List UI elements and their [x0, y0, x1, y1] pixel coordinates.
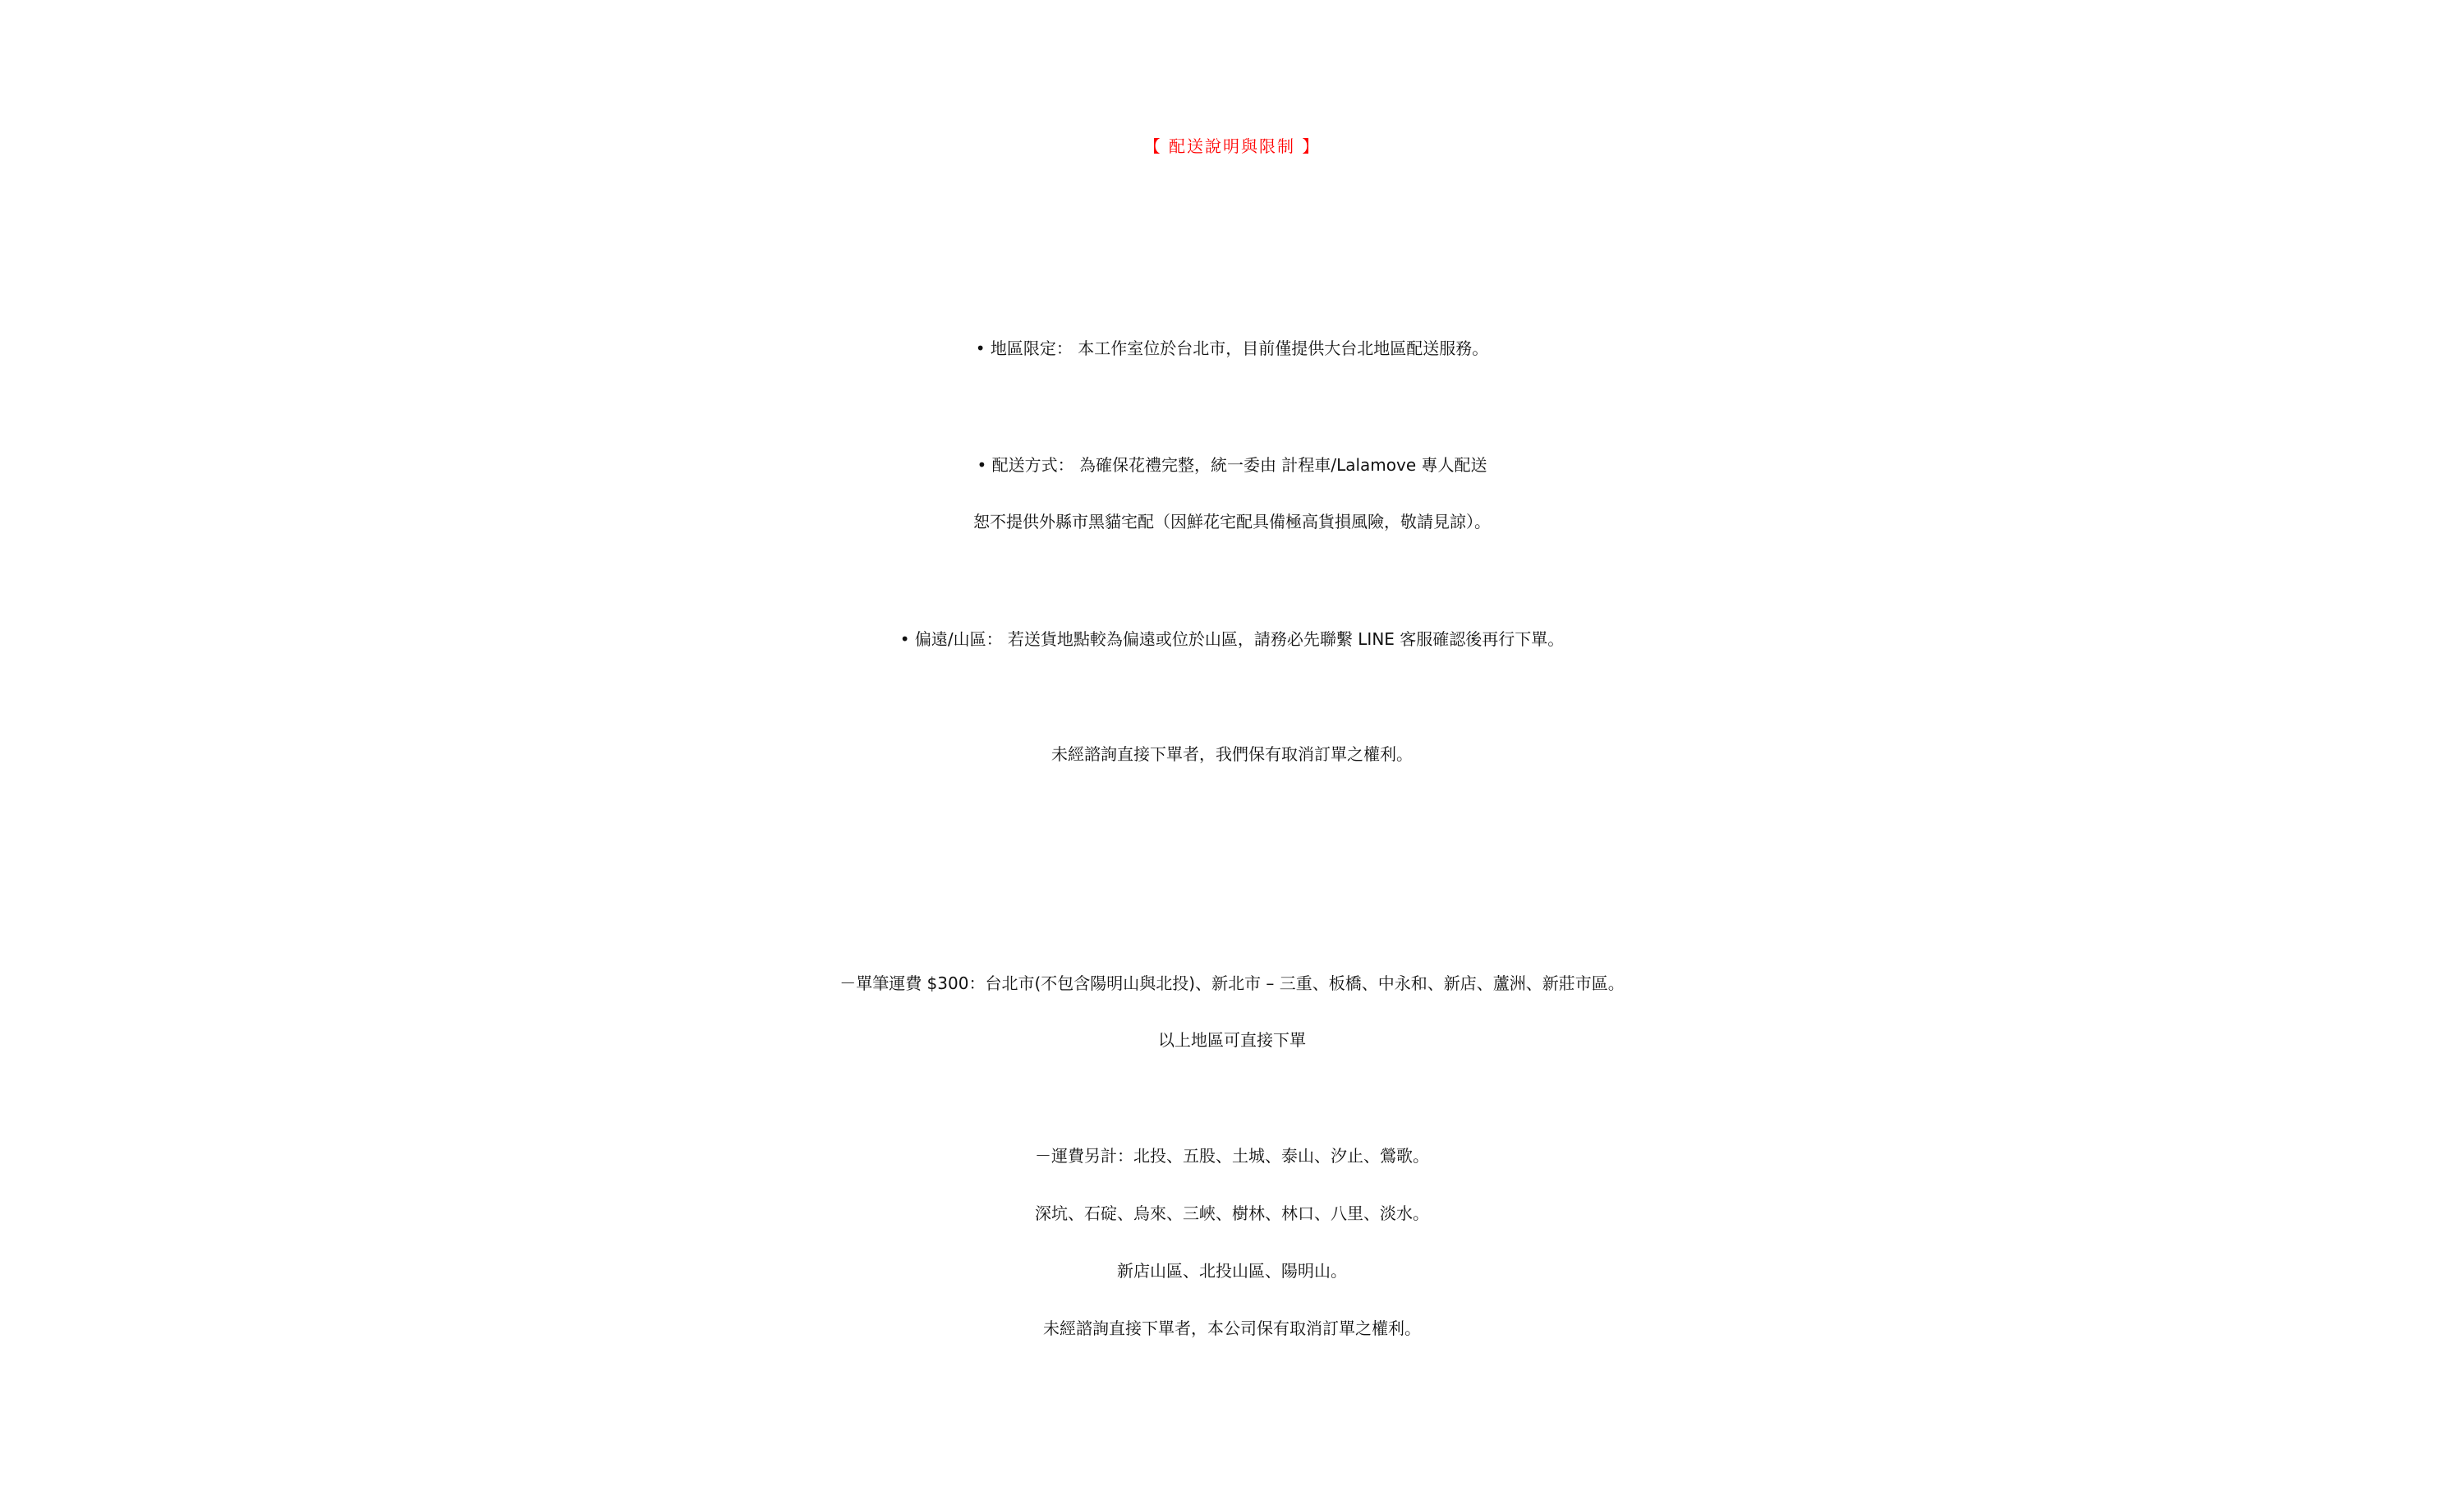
flat-fee-text: －單筆運費 $300：台北市(不包含陽明山與北投)、新北市 – 三重、板橋、中永和、新店、蘆洲、新莊市區。: [839, 973, 1625, 993]
extra-fee-areas-2: 新店山區、北投山區、陽明山。: [1117, 1261, 1347, 1281]
extra-fee-areas-1: 深坑、石碇、烏來、三峽、樹林、林口、八里、淡水。: [1035, 1203, 1429, 1223]
remote-area-text: • 偏遠/山區： 若送貨地點較為偏遠或位於山區，請務必先聯繫 LINE 客服確認後再行下單。: [899, 629, 1565, 649]
cancel-notice-text: 未經諮詢直接下單者，我們保有取消訂單之權利。: [1051, 744, 1413, 764]
page-title: 【 配送說明與限制 】: [1143, 136, 1321, 156]
extra-fee-text: －運費另計：北投、五股、土城、泰山、汐止、鶯歌。: [1035, 1146, 1429, 1166]
delivery-method-text: • 配送方式： 為確保花禮完整，統一委由 計程車/Lalamove 專人配送: [977, 455, 1487, 475]
area-limit-text: • 地區限定： 本工作室位於台北市，目前僅提供大台北地區配送服務。: [975, 338, 1489, 358]
company-cancel-notice: 未經諮詢直接下單者，本公司保有取消訂單之權利。: [1043, 1318, 1421, 1338]
delivery-method-note: 恕不提供外縣市黑貓宅配（因鮮花宅配具備極高貨損風險，敬請見諒）。: [973, 512, 1491, 531]
direct-order-note: 以上地區可直接下單: [1158, 1030, 1306, 1050]
